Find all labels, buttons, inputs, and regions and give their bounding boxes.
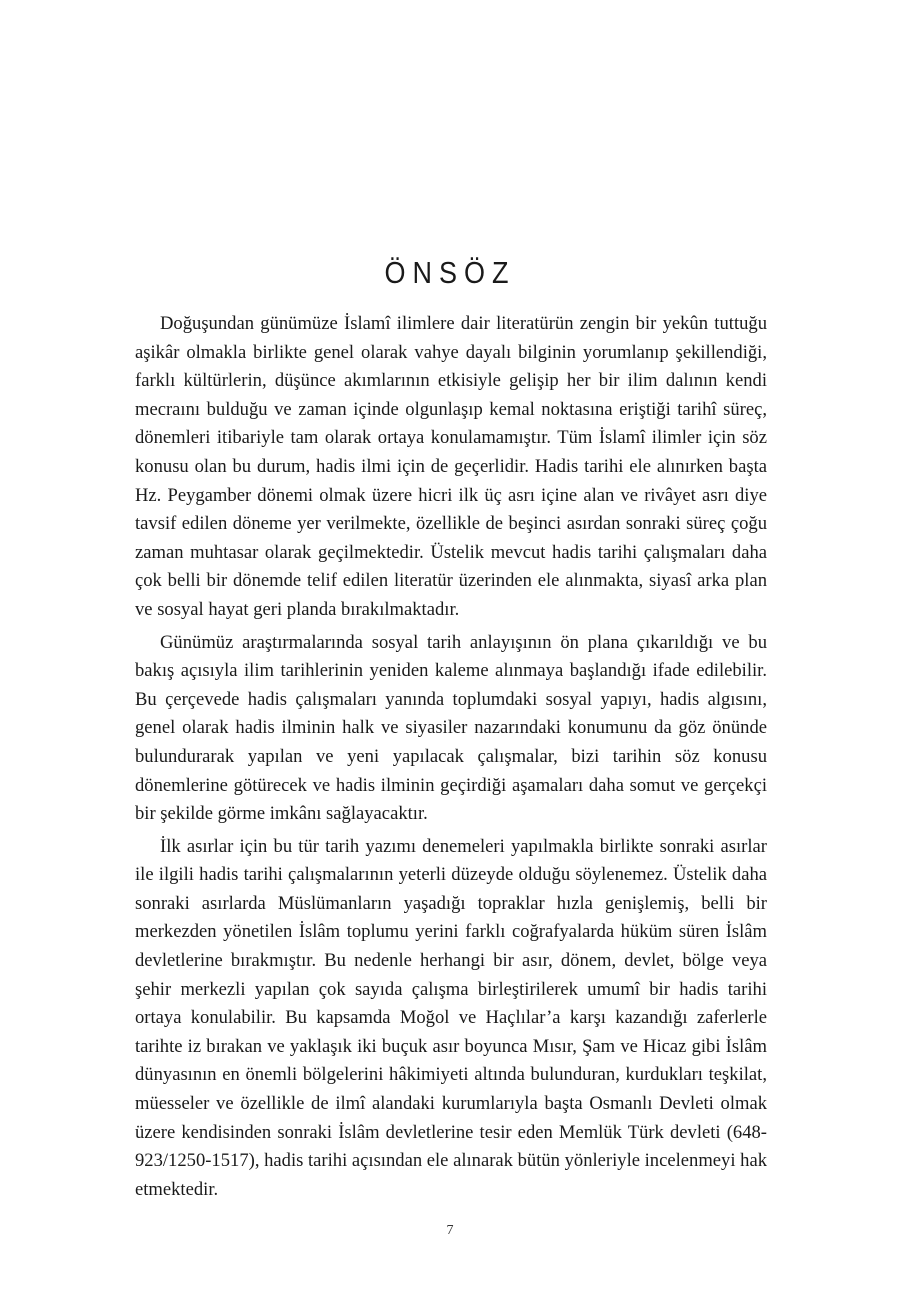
paragraph-2: Günümüz araştırmalarında sosyal tarih anlayışının ön plana çıkarıldığı ve bu bakış açısıyla ilim tarihlerinin yeniden kaleme alınmaya başlandığı ifade edilebilir. Bu çerçevede hadis çalışmaları yanında toplumdaki sosyal yapıyı, hadis algısını, genel olarak hadis ilminin halk ve siyasiler nazarındaki konumunu da göz önünde bulundurarak yapılan ve yeni yapılacak çalışmalar, bizi tarihin söz konusu dönemlerine götürecek ve hadis ilminin geçirdiği aşamaları daha somut ve gerçekçi bir şekilde görme imkânı sağlayacaktır.: [135, 631, 767, 825]
page-title: ÖNSÖZ: [384, 256, 516, 290]
paragraph-3: İlk asırlar için bu tür tarih yazımı denemeleri yapılmakla birlikte sonraki asırlar ile ilgili hadis tarihi çalışmalarının yeterli düzeyde olduğu söylenemez. Üstelik daha sonraki asırlarda Müslümanların yaşadığı topraklar hızla genişlemiş, belli bir merkezden yönetilen İslâm toplumu yerini farklı coğrafyalarda hüküm süren İslâm devletlerine bırakmıştır. Bu nedenle herhangi bir asır, dönem, devlet, bölge veya şehir merkezli yapılan çok sayıda çalışma birleştirilerek umumî bir hadis tarihi ortaya konulabilir. Bu kapsamda Moğol ve Haçlılar’a karşı kazandığı zaferlerle tarihte iz bırakan ve yaklaşık iki buçuk asır boyunca Mısır, Şam ve Hicaz gibi İslâm dünyasının en önemli bölgelerini hâkimiyeti altında bulunduran, kurdukları teşkilat, müesseler ve özellikle de ilmî alandaki kurumlarıyla başta Osmanlı Devleti olmak üzere kendisinden sonraki İslâm devletlerine tesir eden Memlük Türk devleti (648-923/1250-1517), hadis tarihi açısından ele alınarak bütün yönleriyle incelenmeyi hak etmektedir.: [135, 835, 767, 1200]
page-number: 7: [446, 1223, 454, 1238]
paragraph-1: Doğuşundan günümüze İslamî ilimlere dair literatürün zengin bir yekûn tuttuğu aşikâr olmakla birlikte genel olarak vahye dayalı bilginin yorumlanıp şekillendiği, farklı kültürlerin, düşünce akımlarının etkisiyle gelişip her bir ilim dalının kendi mecraını bulduğu ve zaman içinde olgunlaşıp kemal noktasına eriştiği tarihî süreç, dönemleri itibariyle tam olarak ortaya konulamamıştır. Tüm İslamî ilimler için söz konusu olan bu durum, hadis ilmi için de geçerlidir. Hadis tarihi ele alınırken başta Hz. Peygamber dönemi olmak üzere hicri ilk üç asrı içine alan ve rivâyet asrı diye tavsif edilen döneme yer verilmekte, özellikle de beşinci asırdan sonraki süreç çoğu zaman muhtasar olarak geçilmektedir. Üstelik mevcut hadis tarihi çalışmaları daha çok belli bir dönemde telif edilen literatür üzerinden ele alınmakta, siyasî arka plan ve sosyal hayat geri planda bırakılmaktadır.: [135, 313, 767, 620]
body-text: [135, 310, 767, 1208]
